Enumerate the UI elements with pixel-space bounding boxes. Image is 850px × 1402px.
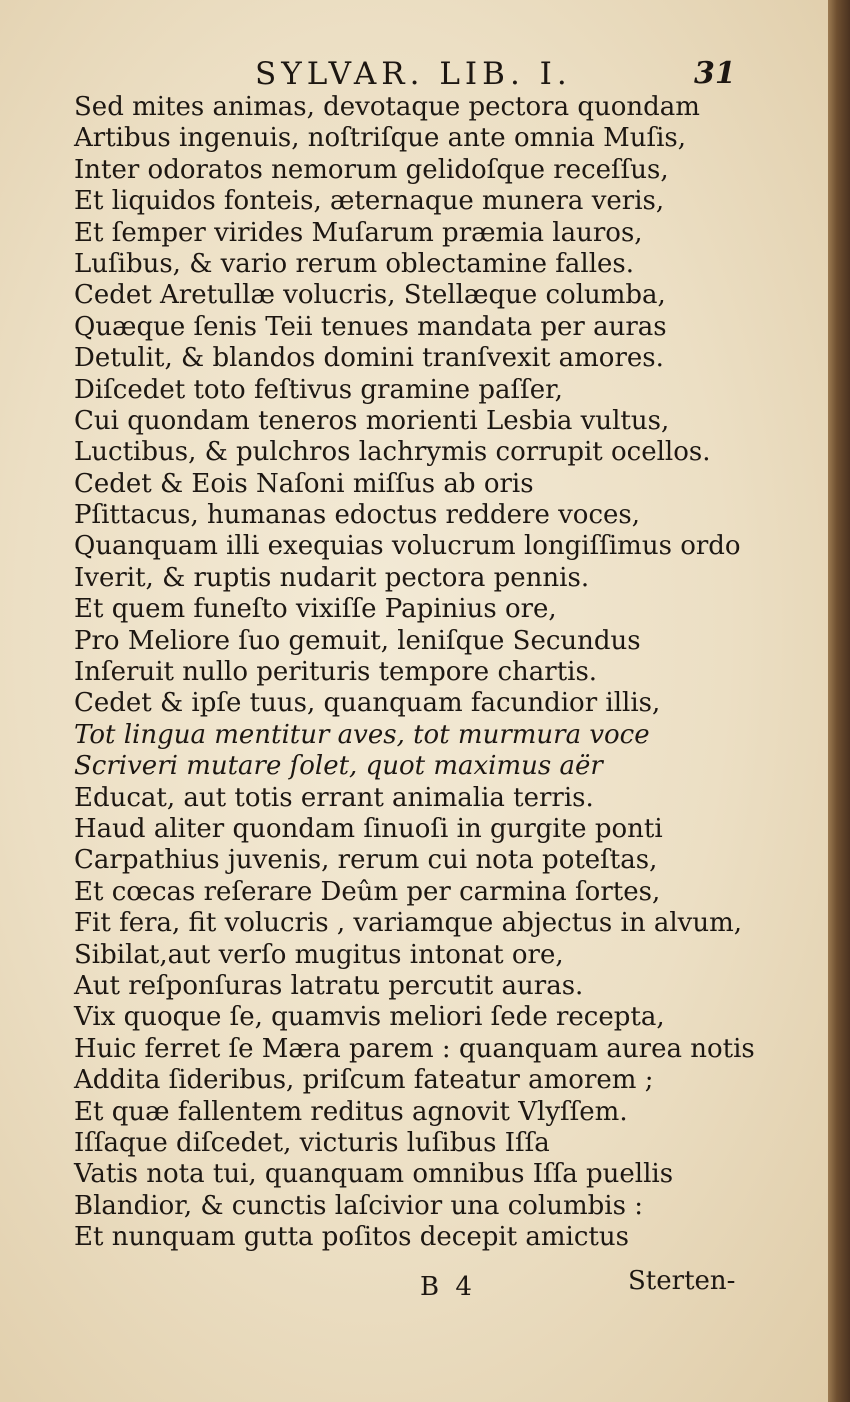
page-number: 31 [694, 56, 736, 91]
verse-block [74, 92, 755, 1253]
verse-line: Vatis nota tui, quanquam omnibus Iſſa puellis [74, 1159, 674, 1190]
verse-line: Huic ferret ſe Mæra parem : quanquam aurea notis [74, 1033, 755, 1064]
verse-line: Et liquidos fonteis, æternaque munera veris, [74, 186, 665, 217]
verse-line: Carpathius juvenis, rerum cui nota poteſtas, [74, 845, 658, 876]
verse-line: Detulit, & blandos domini tranſvexit amores. [74, 343, 664, 374]
verse-line: Vix quoque ſe, quamvis meliori ſede recepta, [74, 1002, 665, 1033]
verse-line: Pſittacus, humanas edoctus reddere voces, [74, 500, 641, 531]
verse-line: Cedet & ipſe tuus, quanquam facundior illis, [74, 688, 661, 719]
verse-line: Pro Meliore ſuo gemuit, leniſque Secundus [74, 625, 641, 656]
verse-line: Iverit, & ruptis nudarit pectora pennis. [74, 562, 590, 593]
verse-line: Addita ſideribus, priſcum fateatur amorem ; [74, 1065, 654, 1096]
verse-line: Educat, aut totis errant animalia terris. [74, 782, 594, 813]
verse-line: Sibilat,aut verſo mugitus intonat ore, [74, 939, 564, 970]
verse-line: Luſibus, & vario rerum oblectamine falles. [74, 248, 635, 279]
verse-line: Et quæ fallentem reditus agnovit Vlyſſem. [74, 1096, 628, 1127]
verse-line: Quanquam illi exequias volucrum longiſſimus ordo [74, 531, 741, 562]
verse-line: Haud aliter quondam ſinuoſi in gurgite ponti [74, 813, 663, 844]
verse-line: Et cœcas reſerare Deûm per carmina ſortes, [74, 876, 661, 907]
page-edge [828, 0, 850, 1402]
verse-line: Et ſemper virides Muſarum præmia lauros, [74, 217, 643, 248]
verse-line: Cedet Aretullæ volucris, Stellæque columba, [74, 280, 666, 311]
verse-line: Et nunquam gutta poſitos decepit amictus [74, 1222, 629, 1253]
verse-line: Luctibus, & pulchros lachrymis corrupit ocellos. [74, 437, 711, 468]
verse-line: Tot lingua mentitur aves, tot murmura voce [74, 719, 650, 750]
verse-line: Blandior, & cunctis laſcivior una columbis : [74, 1190, 643, 1221]
verse-line: Quæque ſenis Teii tenues mandata per auras [74, 311, 667, 342]
verse-line: Aut reſponſuras latratu percutit auras. [74, 970, 584, 1001]
verse-line: Scriveri mutare ſolet, quot maximus aër [74, 751, 603, 782]
verse-line: Cedet & Eois Naſoni miſſus ab oris [74, 468, 534, 499]
catchword: Sterten- [628, 1266, 736, 1296]
verse-line: Fit fera, fit volucris , variamque abjectus in alvum, [74, 908, 743, 939]
verse-line: Diſcedet toto feſtivus gramine paſſer, [74, 374, 563, 405]
running-head: SYLVAR. LIB. I. [255, 56, 572, 92]
verse-line: Sed mites animas, devotaque pectora quondam [74, 92, 700, 122]
verse-line: Inſeruit nullo perituris tempore chartis. [74, 657, 598, 688]
signature-mark: B 4 [420, 1272, 476, 1302]
verse-line: Inter odoratos nemorum gelidoſque receſſus, [74, 154, 669, 185]
verse-line: Cui quondam teneros morienti Lesbia vultus, [74, 405, 670, 436]
verse-line: Iſſaque diſcedet, victuris luſibus Iſſa [74, 1127, 550, 1158]
verse-line: Artibus ingenuis, noſtriſque ante omnia Muſis, [74, 123, 687, 154]
verse-line: Et quem funeſto vixiſſe Papinius ore, [74, 594, 557, 625]
